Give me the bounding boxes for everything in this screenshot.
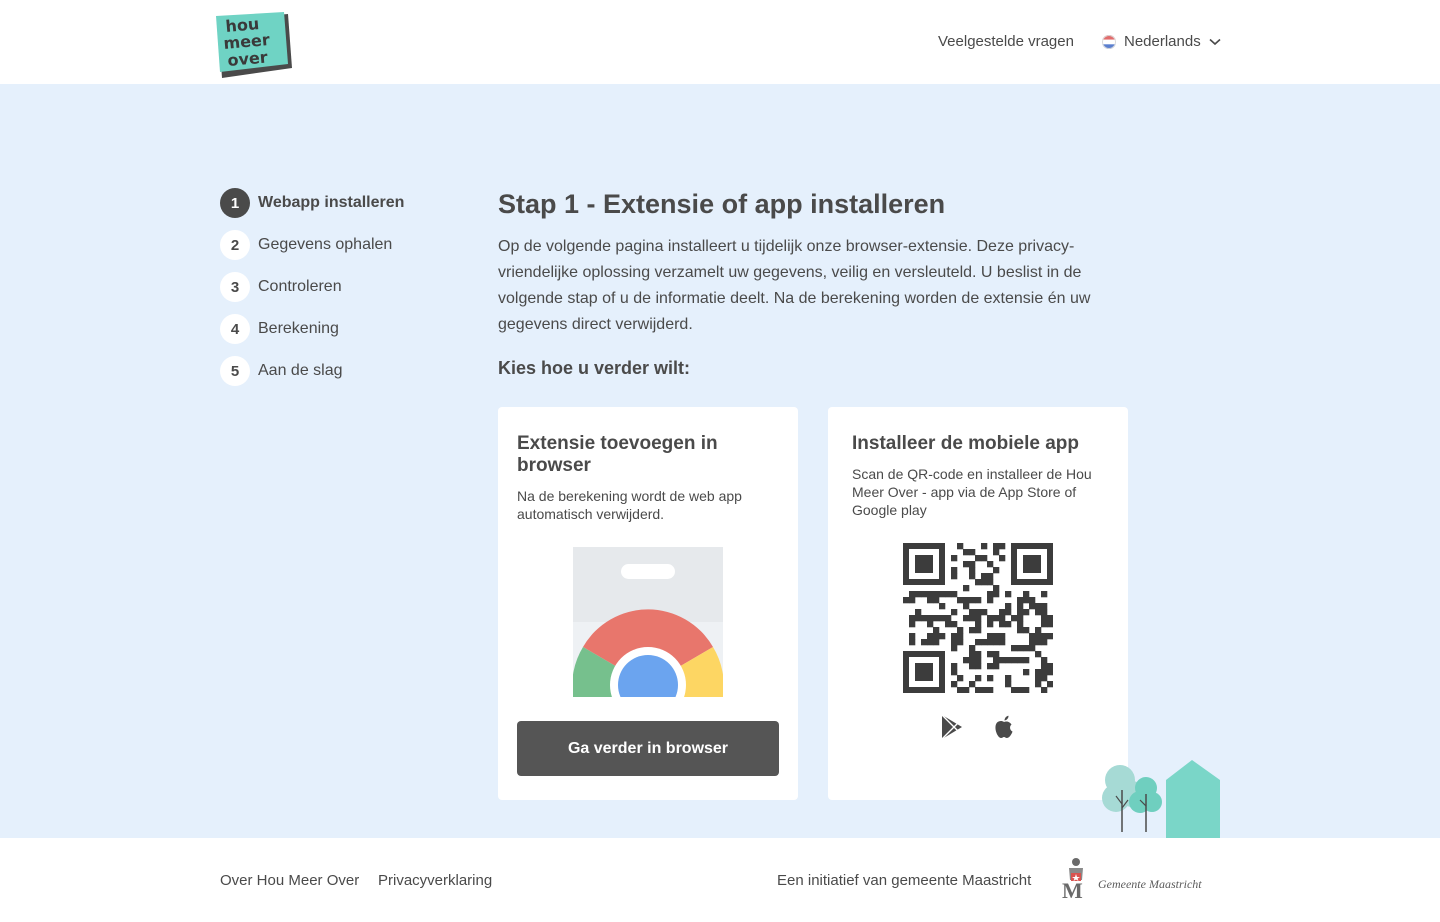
- main-section: [0, 84, 1440, 838]
- page-title: Stap 1 - Extensie of app installeren: [498, 189, 946, 219]
- hou-meer-over-logo[interactable]: [214, 12, 294, 78]
- svg-text:over: over: [226, 47, 269, 70]
- footer: [0, 838, 1440, 922]
- header: [0, 0, 1440, 84]
- card-description: Scan de QR-code en installeer de Hou Meer Over - app via de App Store of Google play: [852, 466, 1092, 518]
- step-3: [220, 272, 404, 302]
- step-number: 5: [220, 356, 250, 386]
- step-number: 1: [220, 188, 250, 218]
- step-label: Berekening: [258, 320, 339, 337]
- trees-house-decoration: [1100, 760, 1222, 838]
- mobile-app-card: [828, 407, 1128, 800]
- initiative-text: Een initiatief van gemeente Maastricht: [777, 872, 1032, 889]
- svg-text:meer: meer: [222, 30, 271, 53]
- svg-text:hou: hou: [224, 14, 261, 36]
- apple-icon[interactable]: [992, 714, 1016, 740]
- step-number: 4: [220, 314, 250, 344]
- intro-text: Op de volgende pagina installeert u tijdelijk onze browser-extensie. Deze privacy-vriendelijke oplossing verzamelt uw gegevens, veilig en versleuteld. U beslist in de volgende stap of u de informatie deelt. Na de berekening worden de extensie én uw gegevens direct verwijderd.: [498, 238, 1091, 333]
- svg-text:M: M: [1062, 878, 1083, 900]
- chrome-browser-illustration: [573, 547, 723, 697]
- step-label: Webapp installeren: [258, 194, 405, 211]
- step-number: 3: [220, 272, 250, 302]
- municipality-logo-text: Gemeente Maastricht: [1098, 877, 1202, 891]
- step-number: 2: [220, 230, 250, 260]
- step-label: Gegevens ophalen: [258, 236, 393, 253]
- card-description: Na de berekening wordt de web app automatisch verwijderd.: [517, 488, 742, 522]
- dutch-flag-icon: [1102, 35, 1116, 49]
- language-label: Nederlands: [1124, 33, 1201, 50]
- card-title: Extensie toevoegen in browser: [517, 433, 718, 476]
- faq-link[interactable]: Veelgestelde vragen: [938, 33, 1074, 50]
- gemeente-maastricht-logo[interactable]: [1060, 856, 1092, 900]
- about-link[interactable]: Over Hou Meer Over: [220, 872, 360, 889]
- privacy-link[interactable]: Privacyverklaring: [378, 872, 493, 889]
- step-label: Aan de slag: [258, 362, 343, 379]
- qr-code: [903, 543, 1053, 693]
- step-5: [220, 356, 404, 386]
- step-4: [220, 314, 404, 344]
- card-title: Installeer de mobiele app: [852, 433, 1080, 454]
- store-icons: [828, 714, 1128, 740]
- language-selector[interactable]: [1102, 33, 1221, 50]
- google-play-icon[interactable]: [940, 714, 964, 740]
- step-list: [220, 188, 404, 398]
- choose-heading: Kies hoe u verder wilt:: [498, 358, 691, 378]
- step-content: [498, 188, 1158, 379]
- step-1: [220, 188, 404, 218]
- chevron-down-icon: [1209, 38, 1221, 46]
- browser-extension-card: [498, 407, 798, 800]
- continue-in-browser-button[interactable]: Ga verder in browser: [517, 721, 779, 776]
- step-2: [220, 230, 404, 260]
- step-label: Controleren: [258, 278, 342, 295]
